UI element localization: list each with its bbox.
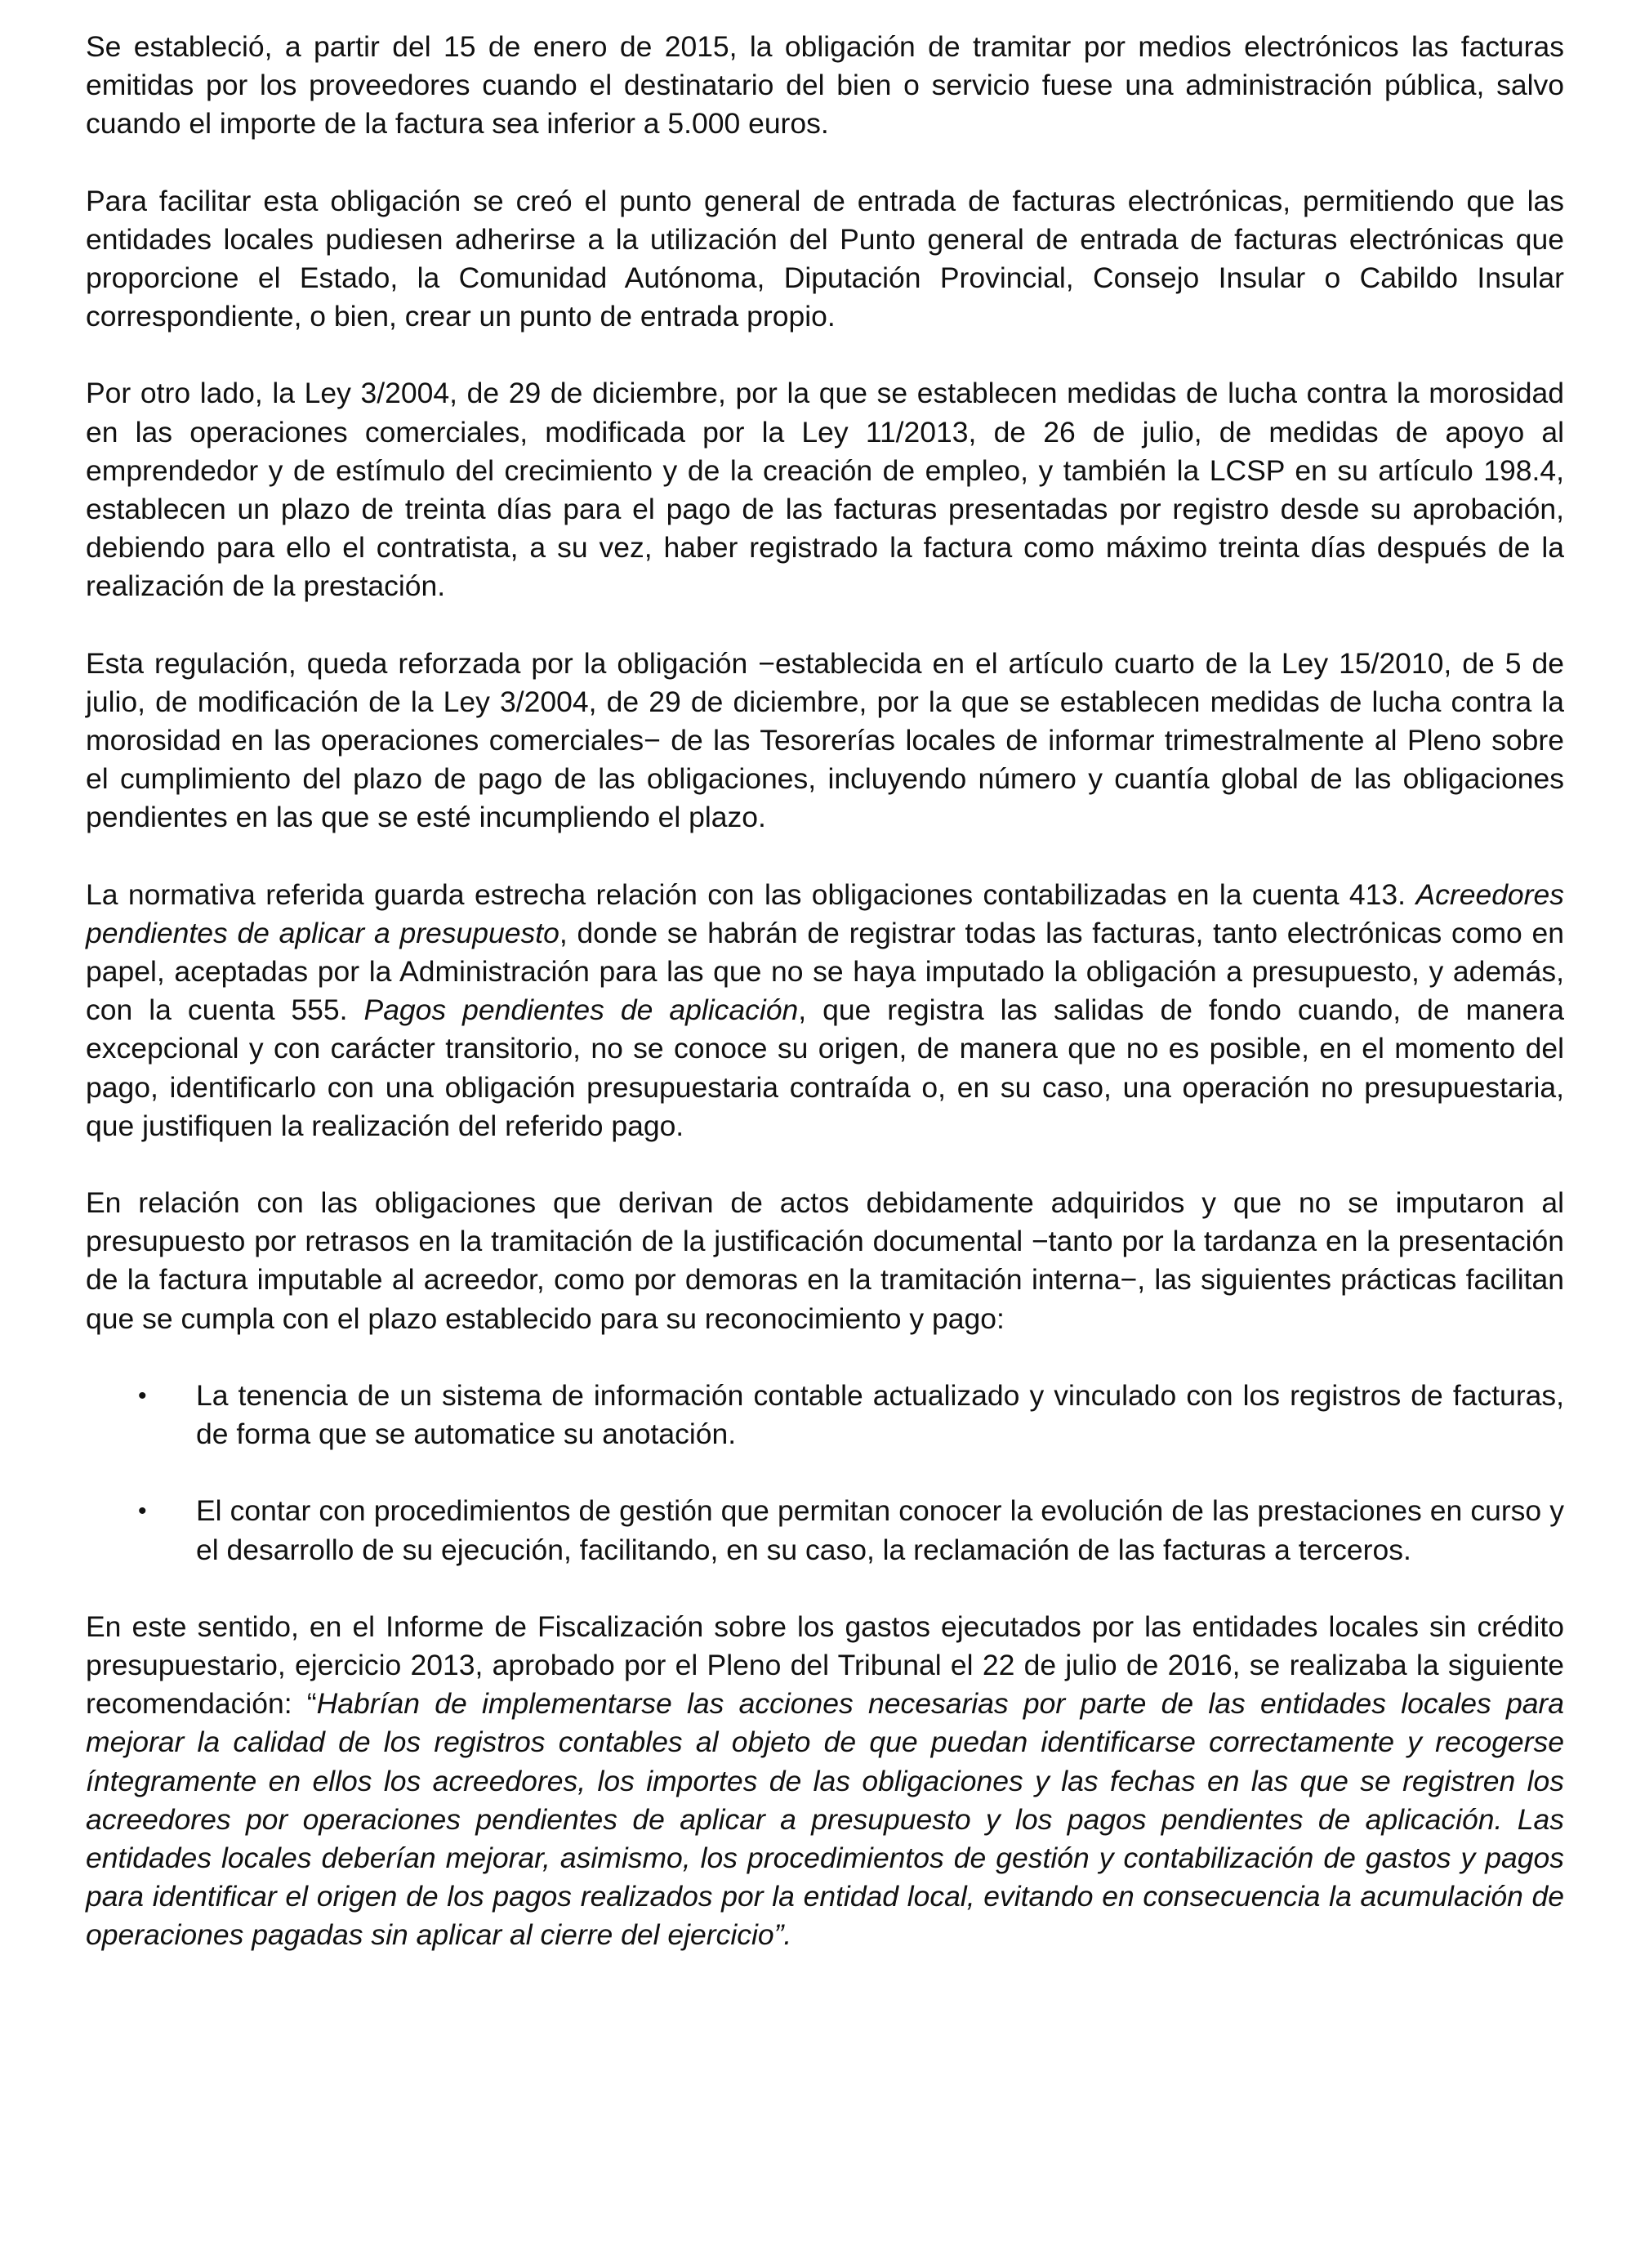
list-item — [86, 1377, 1564, 1453]
list-item-text: El contar con procedimientos de gestión que permitan conocer la evolución de las prestaciones en curso y el desarrollo de su ejecución, facilitando, en su caso, la reclamación de las facturas a terceros. — [196, 1494, 1564, 1566]
practices-list — [86, 1377, 1564, 1569]
list-item-text: La tenencia de un sistema de información contable actualizado y vinculado con los registros de facturas, de forma que se automatice su anotación. — [196, 1378, 1564, 1451]
cuenta-555-title: Pagos pendientes de aplicación — [363, 993, 799, 1027]
paragraph-cuentas-text-c: , donde se habrán de registrar todas las facturas, tanto electrónicas como en papel, aceptadas por la Administración para las que no se haya imputado la obligación a presupuesto, y además, con la cuenta 555. — [86, 916, 1564, 1027]
list-item — [86, 1492, 1564, 1569]
paragraph-punto-general-entrada: Para facilitar esta obligación se creó el punto general de entrada de facturas electrónicas, permitiendo que las entidades locales pudiesen adherirse a la utilización del Punto general de entrada de facturas electrónicas que proporcione el Estado, la Comunidad Autónoma, Diputación Provincial, Consejo Insular o Cabildo Insular correspondiente, o bien, crear un punto de entrada propio. — [86, 184, 1564, 333]
paragraph-cuentas-text-a: La normativa referida guarda estrecha relación con las obligaciones contabilizadas en la cuenta 413. — [86, 877, 1416, 911]
paragraph-cuentas-413-555 — [86, 876, 1564, 1145]
paragraph-regulacion-tesorerias: Esta regulación, queda reforzada por la obligación −establecida en el artículo cuarto de la Ley 15/2010, de 5 de julio, de modificación de la Ley 3/2004, de 29 de diciembre, por la que se establecen medidas de lucha contra la morosidad en las operaciones comerciales− de las Tesorerías locales de informar trimestralmente al Pleno sobre el cumplimiento del plazo de pago de las obligaciones, incluyendo número y cuantía global de las obligaciones pendientes en las que se esté incumpliendo el plazo. — [86, 646, 1564, 834]
bullet-icon: • — [138, 1382, 147, 1409]
cuenta-413-title: Acreedores pendientes de aplicar a presupuesto — [86, 877, 1564, 949]
paragraph-ley-morosidad: Por otro lado, la Ley 3/2004, de 29 de diciembre, por la que se establecen medidas de lucha contra la morosidad en las operaciones comerciales, modificada por la Ley 11/2013, de 26 de julio, de medidas de apoyo al emprendedor y de estímulo del crecimiento y de la creación de empleo, y también la LCSP en su artículo 198.4, establecen un plazo de treinta días para el pago de las facturas presentadas por registro desde su aprobación, debiendo para ello el contratista, a su vez, haber registrado la factura como máximo treinta días después de la realización de la prestación. — [86, 377, 1564, 603]
paragraph-facturas-electronicas: Se estableció, a partir del 15 de enero de 2015, la obligación de tramitar por medios electrónicos las facturas emitidas por los proveedores cuando el destinatario del bien o servicio fuese una administración pública, salvo cuando el importe de la factura sea inferior a 5.000 euros. — [86, 30, 1564, 141]
paragraph-obligaciones-practicas: En relación con las obligaciones que derivan de actos debidamente adquiridos y que no se imputaron al presupuesto por retrasos en la tramitación de la justificación documental −tanto por la tardanza en la presentación de la factura imputable al acreedor, como por demoras en la tramitación interna−, las siguientes prácticas facilitan que se cumpla con el plazo establecido para su reconocimiento y pago: — [86, 1186, 1564, 1335]
paragraph-recomendacion-informe — [86, 1608, 1564, 1955]
paragraph-recomendacion-intro: En este sentido, en el Informe de Fiscalización sobre los gastos ejecutados por las entidades locales sin crédito presupuestario, ejercicio 2013, aprobado por el Pleno del Tribunal el 22 de julio de 2016, se realizaba la siguiente recomendación: “ — [86, 1609, 1564, 1721]
paragraph-cuentas-text-e: , que registra las salidas de fondo cuando, de manera excepcional y con carácter transitorio, no se conoce su origen, de manera que no es posible, en el momento del pago, identificarlo con una obligación presupuestaria contraída o, en su caso, una operación no presupuestaria, que justifiquen la realización del referido pago. — [86, 993, 1564, 1142]
bullet-icon: • — [138, 1498, 147, 1525]
document-page — [86, 28, 1564, 1955]
recomendacion-quote: Habrían de implementarse las acciones necesarias por parte de las entidades locales para mejorar la calidad de los registros contables al objeto de que puedan identificarse correctamente y recogerse íntegramente en ellos los acreedores, los importes de las obligaciones y las fechas en las que se registren los acreedores por operaciones pendientes de aplicar a presupuesto y los pagos pendientes de aplicación. Las entidades locales deberían mejorar, asimismo, los procedimientos de gestión y contabilización de gastos y pagos para identificar el origen de los pagos realizados por la entidad local, evitando en consecuencia la acumulación de operaciones pagadas sin aplicar al cierre del ejercicio”. — [86, 1687, 1564, 1952]
